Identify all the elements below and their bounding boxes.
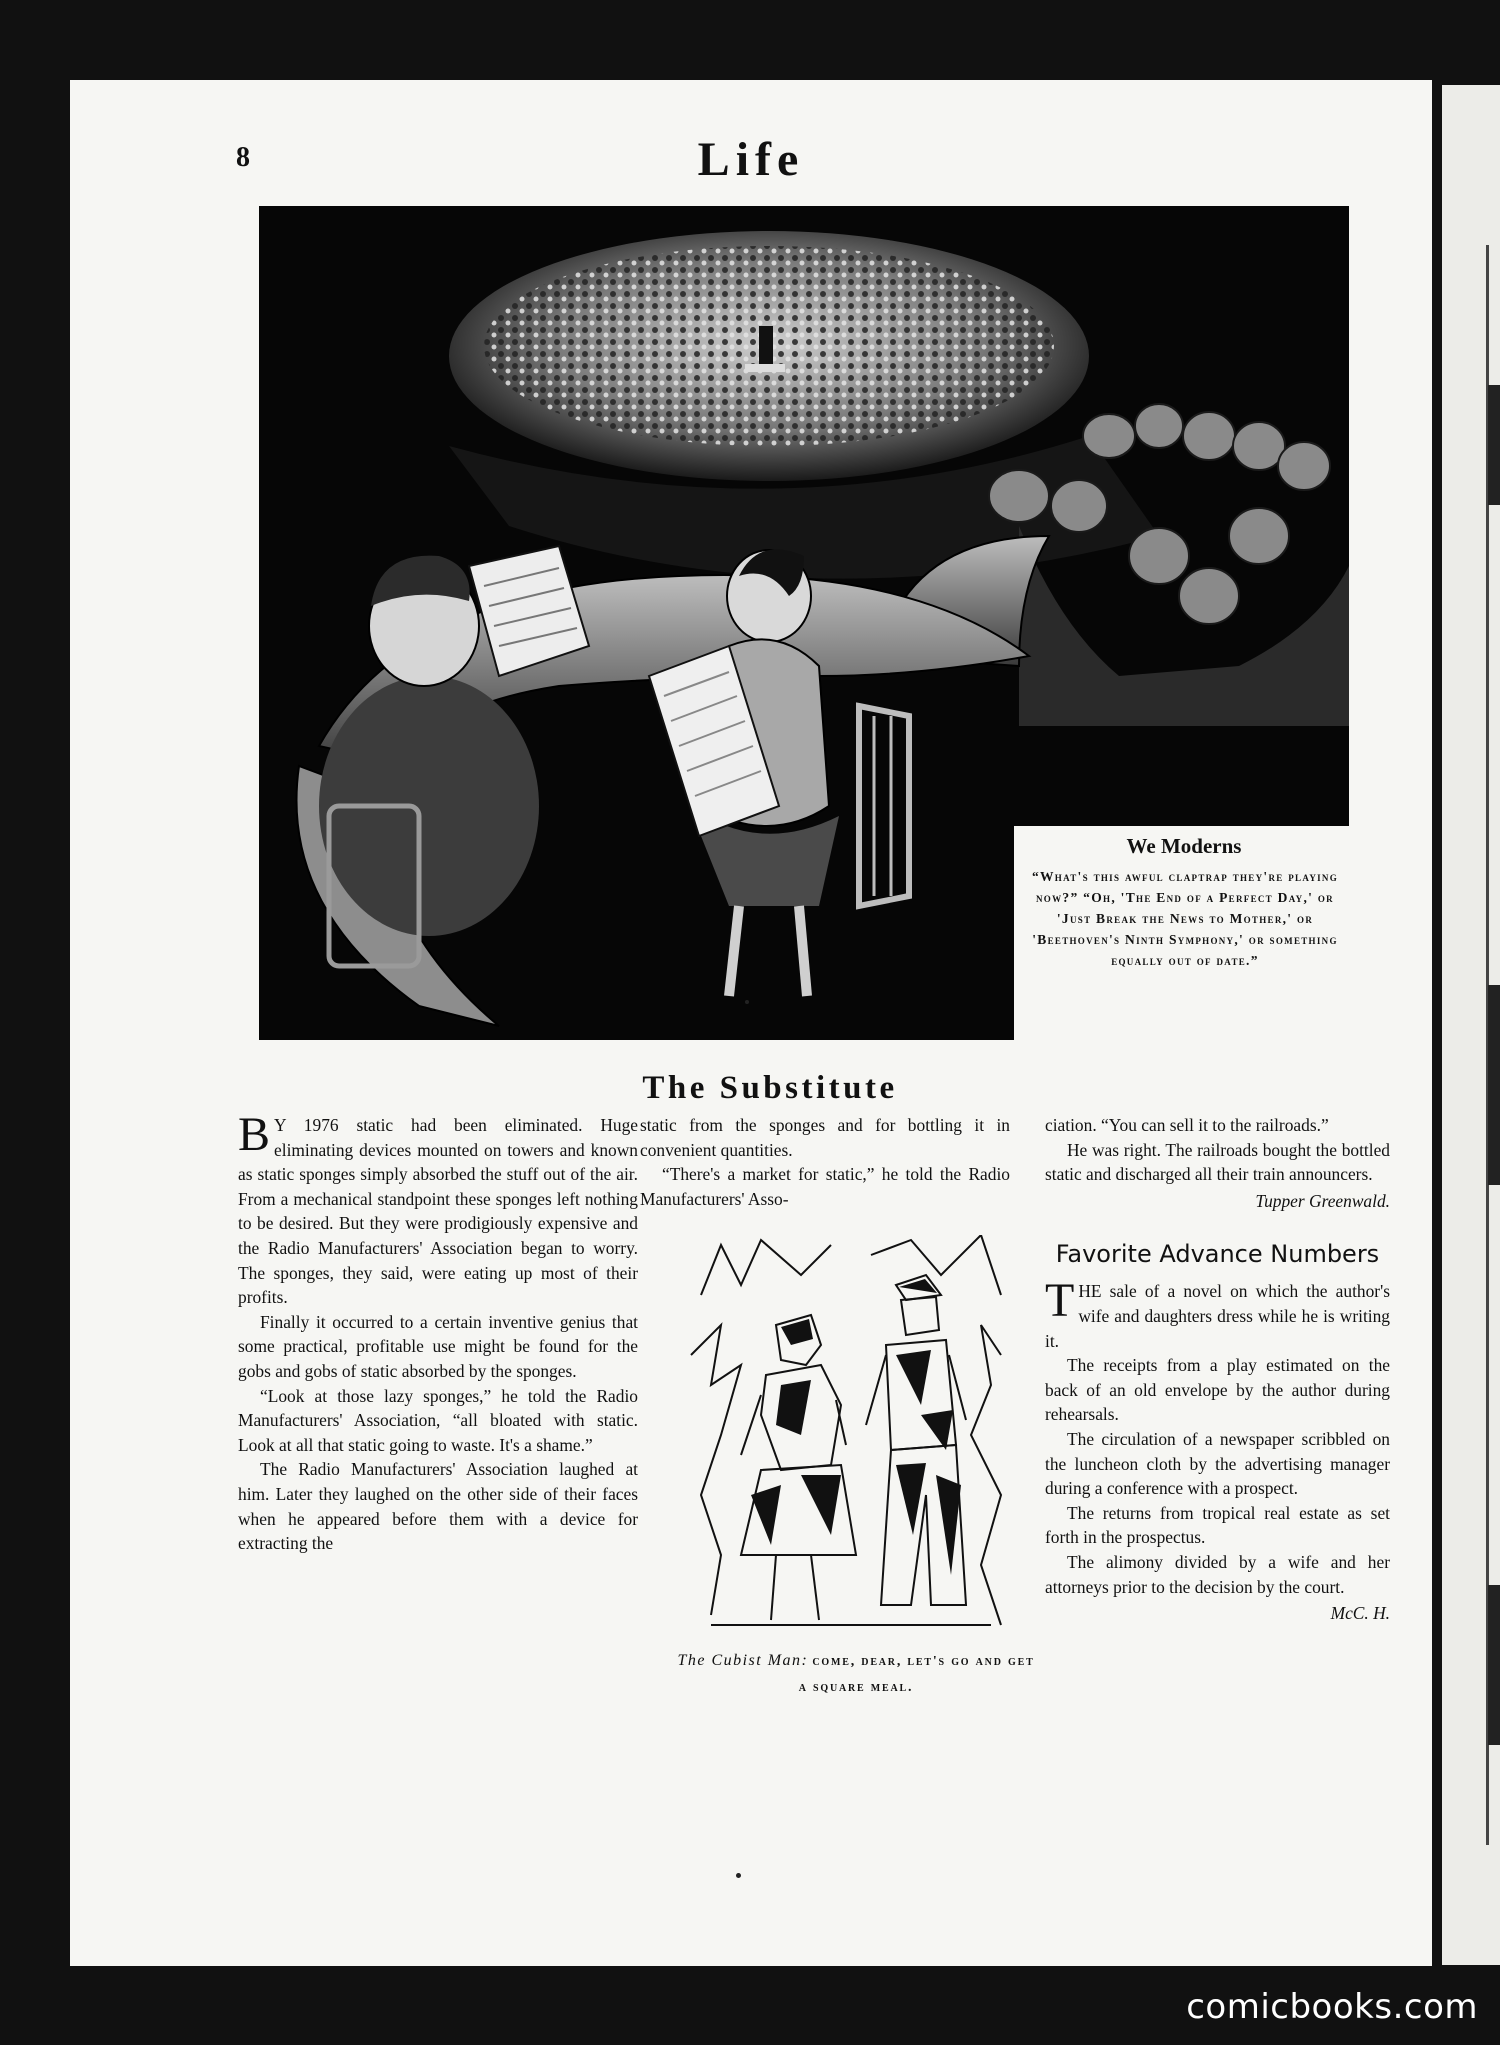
sidebar-signature: McC. H.	[1330, 1603, 1390, 1624]
cartoon-illustration	[259, 206, 1349, 1040]
sidebar-paragraph: The receipts from a play estimated on the back of an old envelope by the author during rehearsals.	[1045, 1355, 1390, 1425]
sidebar-title: Favorite Advance Numbers	[1055, 1240, 1380, 1269]
page-number: 8	[236, 142, 250, 173]
sidebar-paragraph: The returns from tropical real estate as set forth in the prospectus.	[1045, 1502, 1390, 1548]
masthead: Life	[697, 133, 805, 186]
article-paragraph: static from the sponges and for bottling it in convenient quantities.	[640, 1115, 1010, 1160]
article-column-1	[238, 1108, 638, 1556]
cubist-caption-line: come, dear, let's go and get a square meal.	[798, 1654, 1035, 1695]
article-paragraph: “There's a market for static,” he told the Radio Manufacturers' Asso-	[640, 1164, 1010, 1209]
cartoon-caption-text: “What's this awful claptrap they're playing now?” “Oh, 'The End of a Perfect Day,' or 'Just Break the News to Mother,' or 'Beethoven's Ninth Symphony,' or something equally out of date.”	[1031, 869, 1339, 968]
sidebar-paragraph: The alimony divided by a wife and her attorneys prior to the decision by the court.	[1045, 1551, 1390, 1597]
cubist-man-illustration	[681, 1235, 1021, 1635]
article-paragraph: ciation. “You can sell it to the railroads.”	[1045, 1115, 1329, 1135]
sidebar-paragraph: The circulation of a newspaper scribbled on the luncheon cloth by the advertising manager during a conference with a prospect.	[1045, 1428, 1390, 1499]
adjacent-page-edge	[1442, 85, 1500, 1965]
watermark: comicbooks.com	[1186, 1987, 1478, 2027]
cubist-caption	[671, 1648, 1041, 1700]
cubist-caption-speaker: The Cubist Man:	[677, 1652, 809, 1669]
article-signature: Tupper Greenwald.	[1255, 1190, 1390, 1211]
article-column-3	[1045, 1113, 1390, 1626]
adjacent-page-art	[1488, 385, 1500, 505]
article-title: The Substitute	[642, 1070, 898, 1106]
article-paragraph: The Radio Manufacturers' Association laughed at him. Later they laughed on the other side of their faces when he appeared before them with a device for extracting the	[238, 1459, 638, 1554]
article-column-2	[640, 1113, 1010, 1211]
ornament-dot	[745, 1000, 749, 1004]
article-paragraph: “Look at those lazy sponges,” he told the Radio Manufacturers' Association, “all bloated with static. Look at all that static going to waste. It's a shame.”	[238, 1385, 638, 1455]
sidebar-paragraph: THE sale of a novel on which the author's wife and daughters dress while he is writing it.	[1045, 1274, 1390, 1351]
dropcap: T	[1045, 1274, 1075, 1328]
adjacent-page-art	[1488, 985, 1500, 1185]
magazine-page	[70, 80, 1432, 1966]
cartoon-caption-box	[1014, 826, 1349, 1040]
article-paragraph: Finally it occurred to a certain inventive genius that some practical, profitable use might be found for the gobs and gobs of static absorbed by the sponges.	[238, 1311, 638, 1381]
article-paragraph: He was right. The railroads bought the bottled static and discharged all their train announcers.	[1045, 1139, 1390, 1185]
article-paragraph: B Y 1976 static had been eliminated. Huge eliminating devices mounted on towers and known as static sponges simply absorbed the stuff out of the air. From a mechanical standpoint these sponges left nothing to be desired. But they were prodigiously expensive and the Radio Manufacturers' Association began to worry. The sponges, they said, were eating up most of their profits.	[238, 1108, 638, 1308]
cartoon-caption-title: We Moderns	[1126, 834, 1242, 858]
ornament-dot	[736, 1873, 741, 1878]
dropcap: B	[238, 1108, 271, 1161]
adjacent-page-art	[1488, 1585, 1500, 1745]
